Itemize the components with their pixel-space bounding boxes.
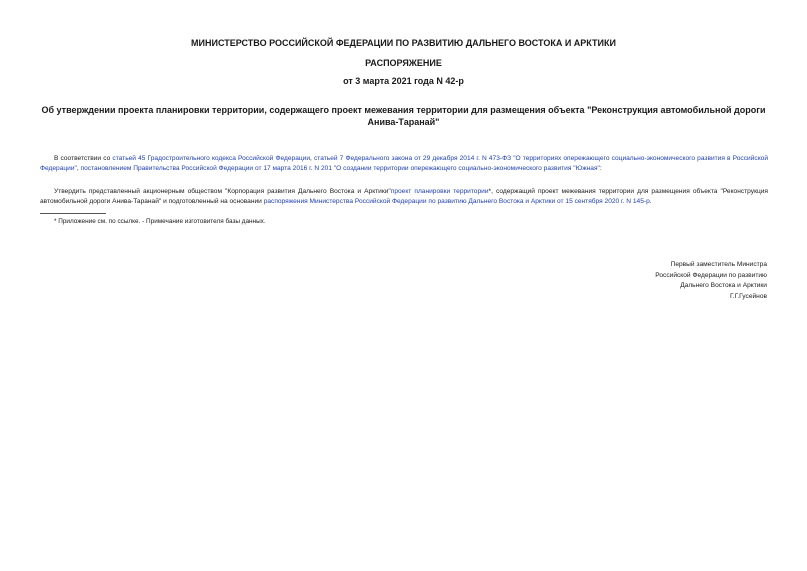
link-federal-law-473[interactable]: статьей 7 Федерального закона от 29 декабря 2014 г. N 473-ФЗ "О территориях опережающего социально-экономического развития в Российской Федерации" xyxy=(40,155,769,172)
signature-position-line-2: Российской Федерации по развитию xyxy=(655,271,767,279)
link-territory-planning-project[interactable]: проект планировки территории xyxy=(390,188,489,195)
paragraph1-text-2: , xyxy=(310,155,314,162)
paragraph-legal-basis xyxy=(40,154,768,174)
paragraph2-text-2: *, содержащий проект межевания территории для размещения объекта "Реконструкция автомобильной дороги Анива-Таранай" и подготовленный на основании xyxy=(40,188,768,205)
signature-name: Г.Г.Гусейнов xyxy=(729,292,767,300)
link-grad-code-article-45[interactable]: статьей 45 Градостроительного кодекса Российской Федерации xyxy=(112,155,311,162)
paragraph-decision xyxy=(40,187,768,207)
paragraph2-text-1: Утвердить представленный акционерным обществом "Корпорация развития Дальнего Востока и Арктики" xyxy=(54,188,391,195)
document-type: РАСПОРЯЖЕНИЕ xyxy=(365,58,442,68)
document-date: от 3 марта 2021 года N 42-р xyxy=(343,76,464,86)
paragraph1-text-1: В соответствии со xyxy=(54,155,113,162)
paragraph1-text-3: , xyxy=(76,165,81,172)
link-ministry-order-145[interactable]: распоряжения Министерства Российской Федерации по развитию Дальнего Востока и Арктики от 15 сентября 2020 г. N 145-р xyxy=(263,198,650,205)
signature-position-line-1: Первый заместитель Министра xyxy=(670,261,767,268)
ministry-name: МИНИСТЕРСТВО РОССИЙСКОЙ ФЕДЕРАЦИИ ПО РАЗВИТИЮ ДАЛЬНЕГО ВОСТОКА И АРКТИКИ xyxy=(191,38,616,48)
footnote-divider xyxy=(40,213,106,214)
document-title: Об утверждении проекта планировки территории, содержащего проект межевания территории для размещения объекта "Реконструкция автомобильной дороги Анива-Таранай" xyxy=(41,105,766,127)
paragraph1-text-4: : xyxy=(599,165,602,172)
paragraph2-text-3: . xyxy=(649,198,652,205)
footnote: * Приложение см. по ссылке. - Примечание изготовителя базы данных. xyxy=(54,218,266,225)
signature-block xyxy=(655,260,767,302)
link-government-decree-201[interactable]: постановлением Правительства Российской Федерации от 17 марта 2016 г. N 201 "О создании территории опережающего социально-экономического развития "Южная" xyxy=(80,165,600,172)
signature-position-line-3: Дальнего Востока и Арктики xyxy=(680,282,767,290)
